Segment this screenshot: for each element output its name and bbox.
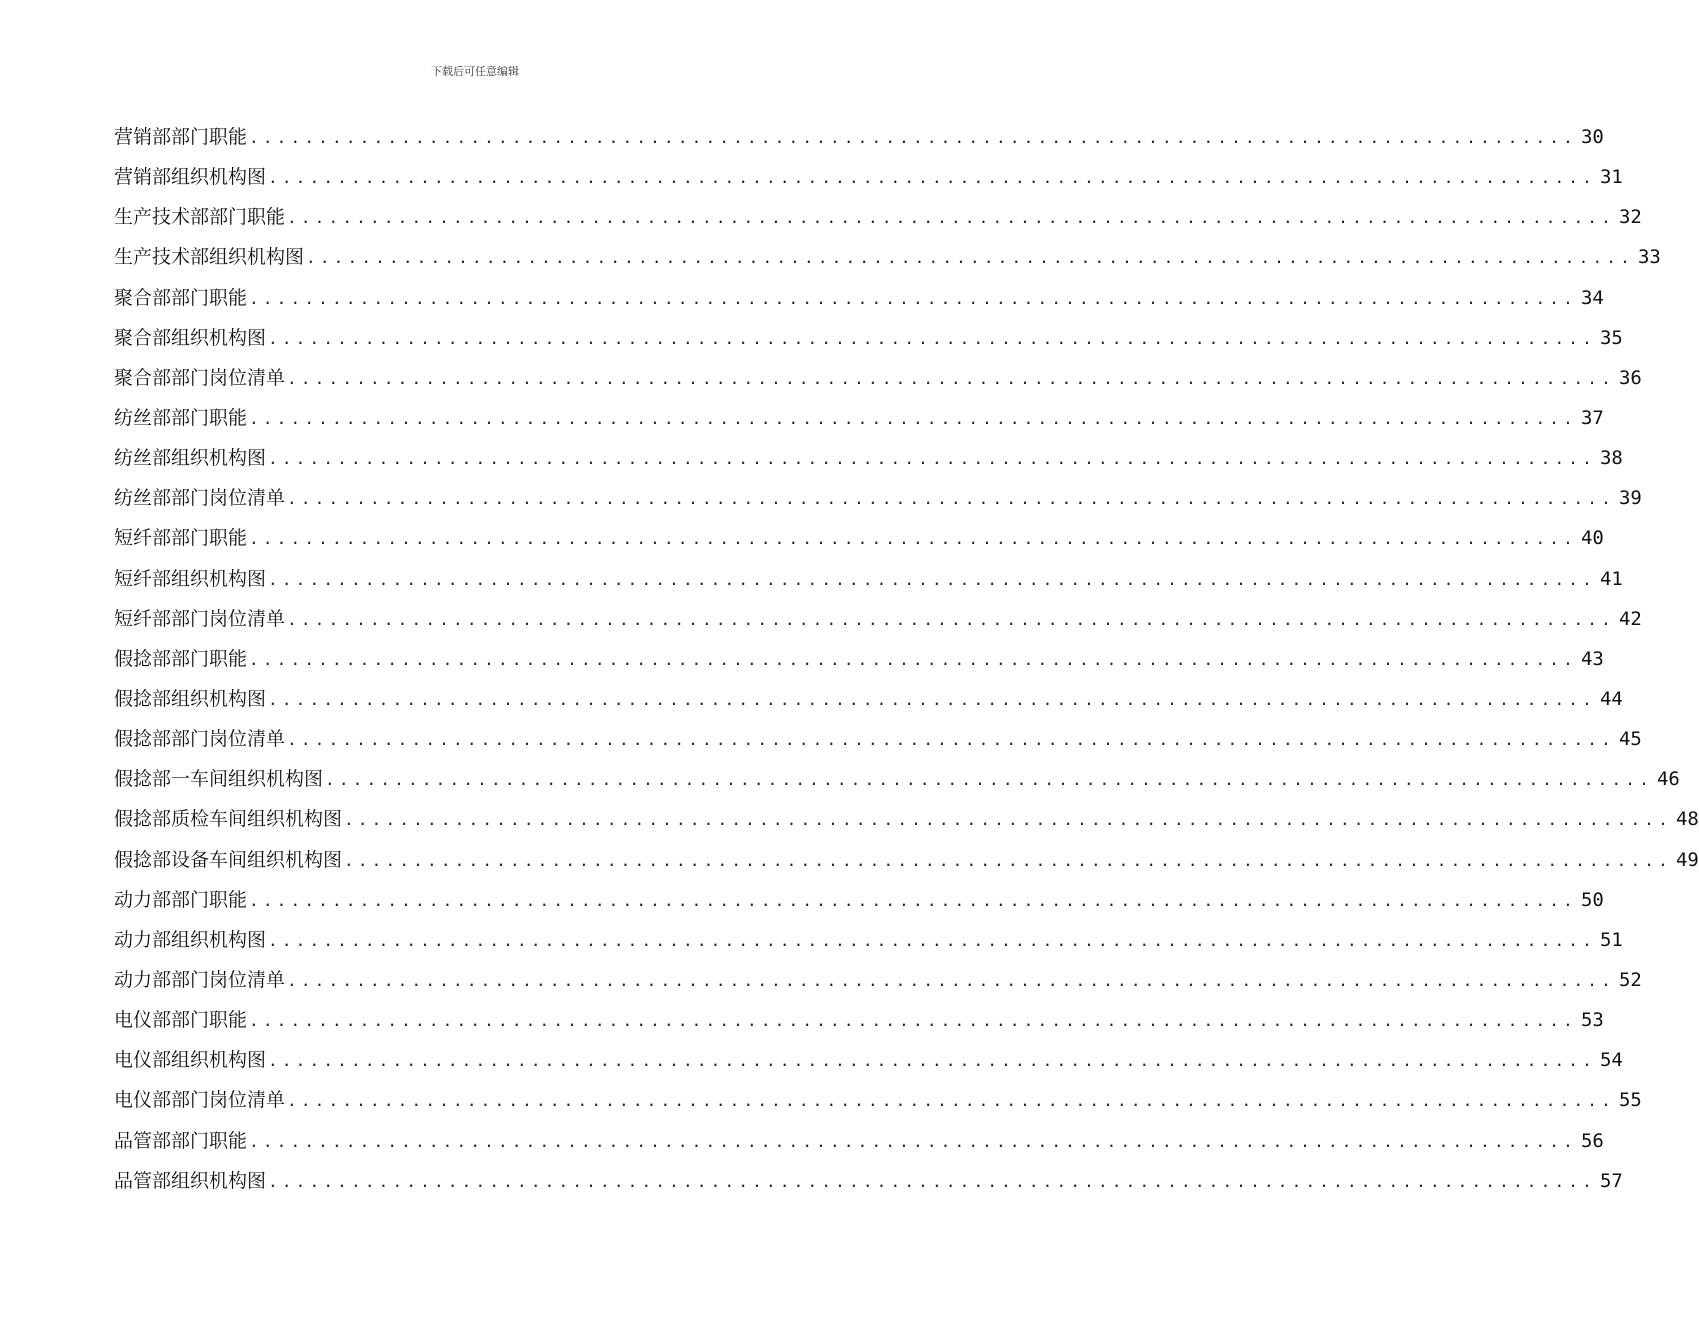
dot-leader: ................................................................................................ — [249, 288, 1577, 308]
toc-entry-title: 品管部部门职能 — [114, 1129, 248, 1152]
toc-entry-title: 电仪部部门职能 — [114, 1009, 248, 1032]
toc-entry-title: 纺丝部组织机构图 — [114, 447, 267, 470]
toc-entry-page: 51 — [1599, 928, 1623, 951]
dot-leader: ................................................................................................ — [268, 930, 1596, 950]
dot-leader: ................................................................................................ — [287, 208, 1615, 228]
toc-entry-page: 36 — [1618, 366, 1642, 389]
dot-leader: ................................................................................................ — [344, 810, 1672, 830]
toc-entry-title: 电仪部部门岗位清单 — [114, 1089, 286, 1112]
toc-entry[interactable] — [114, 840, 1699, 880]
toc-entry-page: 30 — [1580, 126, 1604, 148]
toc-entry-title: 假捻部部门岗位清单 — [114, 728, 286, 751]
dot-leader: ................................................................................................ — [268, 1171, 1596, 1191]
toc-entry[interactable] — [114, 599, 1642, 639]
toc-entry-title: 短纤部组织机构图 — [114, 567, 267, 590]
toc-entry[interactable] — [114, 518, 1604, 558]
toc-entry-page: 50 — [1580, 888, 1604, 911]
toc-entry[interactable] — [114, 318, 1623, 358]
dot-leader: ................................................................................................ — [306, 248, 1634, 268]
toc-entry-page: 53 — [1580, 1009, 1604, 1032]
dot-leader: ................................................................................................ — [268, 449, 1596, 469]
toc-entry[interactable] — [114, 278, 1604, 318]
toc-entry-page: 49 — [1675, 848, 1699, 871]
dot-leader: ................................................................................................ — [268, 328, 1596, 348]
toc-entry[interactable] — [114, 438, 1623, 478]
toc-entry-page: 52 — [1618, 968, 1642, 991]
toc-entry-page: 39 — [1618, 487, 1642, 510]
toc-entry-page: 43 — [1580, 647, 1604, 670]
toc-entry[interactable] — [114, 398, 1604, 438]
dot-leader: ................................................................................................ — [249, 890, 1577, 910]
toc-entry[interactable] — [114, 1121, 1604, 1161]
toc-entry-page: 42 — [1618, 607, 1642, 630]
toc-entry-page: 33 — [1637, 246, 1661, 269]
toc-entry-page: 38 — [1599, 447, 1623, 470]
toc-entry[interactable] — [114, 559, 1623, 599]
dot-leader: ................................................................................................ — [249, 649, 1577, 669]
toc-entry-title: 动力部部门职能 — [114, 888, 248, 911]
dot-leader: ................................................................................................ — [287, 1091, 1615, 1111]
toc-entry-page: 48 — [1675, 808, 1699, 831]
toc-entry-page: 57 — [1599, 1169, 1623, 1192]
toc-entry-page: 34 — [1580, 286, 1604, 309]
dot-leader: ................................................................................................ — [249, 408, 1577, 428]
toc-entry-title: 假捻部组织机构图 — [114, 687, 267, 710]
toc-entry[interactable] — [114, 1161, 1623, 1201]
dot-leader: ................................................................................................ — [268, 168, 1596, 188]
toc-entry-page: 45 — [1618, 728, 1642, 751]
toc-entry[interactable] — [114, 920, 1623, 960]
toc-entry[interactable] — [114, 197, 1642, 237]
dot-leader: ................................................................................................ — [268, 689, 1596, 709]
page-header: 下载后可任意编辑 — [431, 65, 519, 78]
toc-entry-title: 电仪部组织机构图 — [114, 1049, 267, 1072]
toc-entry-page: 37 — [1580, 406, 1604, 429]
toc-entry-page: 40 — [1580, 527, 1604, 550]
dot-leader: ................................................................................................ — [249, 128, 1577, 147]
toc-entry[interactable] — [114, 799, 1699, 839]
dot-leader: ................................................................................................ — [287, 730, 1615, 750]
toc-entry[interactable] — [114, 237, 1661, 277]
toc-entry-page: 44 — [1599, 687, 1623, 710]
toc-entry-title: 品管部组织机构图 — [114, 1169, 267, 1192]
toc-entry[interactable] — [114, 960, 1642, 1000]
dot-leader: ................................................................................................ — [249, 1011, 1577, 1031]
toc-entry-page: 55 — [1618, 1089, 1642, 1112]
toc-entry-title: 生产技术部部门职能 — [114, 206, 286, 229]
dot-leader: ................................................................................................ — [287, 970, 1615, 990]
toc-entry-title: 纺丝部部门职能 — [114, 406, 248, 429]
toc-entry[interactable] — [114, 679, 1623, 719]
toc-entry-page: 35 — [1599, 326, 1623, 349]
toc-entry-title: 营销部部门职能 — [114, 126, 248, 148]
toc-entry-title: 聚合部部门岗位清单 — [114, 366, 286, 389]
dot-leader: ................................................................................................ — [268, 1051, 1596, 1071]
toc-entry[interactable] — [114, 1080, 1642, 1120]
toc-entry-page: 31 — [1599, 166, 1623, 189]
toc-entry[interactable] — [114, 117, 1604, 157]
dot-leader: ................................................................................................ — [287, 609, 1615, 629]
toc-entry[interactable] — [114, 719, 1642, 759]
dot-leader: ................................................................................................ — [287, 368, 1615, 388]
toc-entry-page: 56 — [1580, 1129, 1604, 1152]
toc-entry-page: 46 — [1656, 768, 1680, 791]
toc-entry[interactable] — [114, 478, 1642, 518]
toc-entry-title: 聚合部组织机构图 — [114, 326, 267, 349]
dot-leader: ................................................................................................ — [268, 569, 1596, 589]
toc-entry-title: 生产技术部组织机构图 — [114, 246, 305, 269]
toc-entry-title: 假捻部设备车间组织机构图 — [114, 848, 343, 871]
dot-leader: ................................................................................................ — [325, 770, 1653, 790]
toc-entry-title: 假捻部质检车间组织机构图 — [114, 808, 343, 831]
toc-entry[interactable] — [114, 1040, 1623, 1080]
toc-entry-page: 32 — [1618, 206, 1642, 229]
table-of-contents — [114, 117, 1699, 1201]
dot-leader: ................................................................................................ — [344, 850, 1672, 870]
toc-entry[interactable] — [114, 157, 1623, 197]
toc-entry-title: 营销部组织机构图 — [114, 166, 267, 189]
toc-entry-title: 动力部组织机构图 — [114, 928, 267, 951]
toc-entry-page: 41 — [1599, 567, 1623, 590]
dot-leader: ................................................................................................ — [249, 1131, 1577, 1151]
toc-entry[interactable] — [114, 1000, 1604, 1040]
toc-entry[interactable] — [114, 880, 1604, 920]
toc-entry-title: 动力部部门岗位清单 — [114, 968, 286, 991]
toc-entry[interactable] — [114, 358, 1642, 398]
toc-entry-title: 假捻部一车间组织机构图 — [114, 768, 324, 791]
toc-entry-title: 聚合部部门职能 — [114, 286, 248, 309]
dot-leader: ................................................................................................ — [287, 489, 1615, 509]
toc-entry-title: 纺丝部部门岗位清单 — [114, 487, 286, 510]
toc-entry[interactable] — [114, 759, 1680, 799]
toc-entry-title: 短纤部部门职能 — [114, 527, 248, 550]
dot-leader: ................................................................................................ — [249, 529, 1577, 549]
toc-entry[interactable] — [114, 639, 1604, 679]
toc-entry-title: 短纤部部门岗位清单 — [114, 607, 286, 630]
toc-entry-page: 54 — [1599, 1049, 1623, 1072]
toc-entry-title: 假捻部部门职能 — [114, 647, 248, 670]
